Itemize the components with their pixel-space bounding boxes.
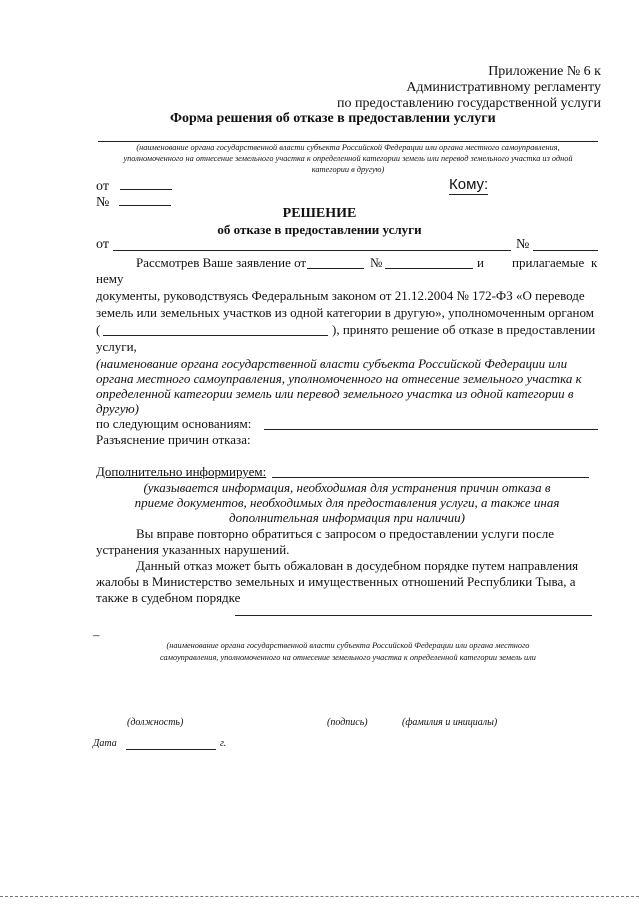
grounds-blank (264, 429, 598, 430)
footer-note-line2: самоуправления, уполномоченного на отнесение земельного участка к определенной категории земель или (160, 653, 536, 662)
recipient-label: Кому: (449, 176, 489, 193)
italic-note-line4: другую) (96, 401, 140, 416)
fullname-label: (фамилия и инициалы) (402, 717, 498, 728)
p1-attached: прилагаемые (512, 255, 585, 270)
additional-info-blank (272, 477, 589, 478)
number-label: № (96, 195, 110, 210)
regulation-label: Административному регламенту (406, 80, 601, 95)
date-blank (126, 749, 216, 750)
additional-note-line2: приеме документов, необходимых для предоставления услуги, а также иная (134, 495, 560, 510)
application-number-blank (385, 268, 473, 269)
authority-note-line2: уполномоченного на отнесение земельного участка к определенной категории земель или перевод земельного участка из одной (123, 154, 573, 163)
decision-from-label: от (96, 237, 109, 252)
decision-subtitle: об отказе в предоставлении услуги (217, 222, 422, 237)
date-label: Дата (93, 738, 117, 749)
p1-line4: земель или земельных участков из одной категории в другую», уполномоченным органом (96, 305, 594, 320)
p1-review-text: Рассмотрев Ваше заявление от (136, 255, 307, 270)
p3-line2: жалобы в Министерство земельных и имущественных отношений Республики Тыва, а (96, 574, 576, 589)
p2-line1: Вы вправе повторно обратиться с запросом о предоставлении услуги после (136, 526, 554, 541)
authority-name-blank (103, 335, 328, 336)
p1-to: к (591, 255, 598, 270)
p1-line3: документы, руководствуясь Федеральным законом от 21.12.2004 № 172-ФЗ «О переводе (96, 288, 585, 303)
application-date-blank (307, 268, 364, 269)
decision-number-label: № (516, 237, 530, 252)
additional-note-line3: дополнительная информация при наличии) (229, 510, 465, 525)
footer-authority-blank (235, 615, 592, 616)
footer-note-line1: (наименование органа государственной власти субъекта Российской Федерации или органа местного (166, 641, 530, 650)
from-date-blank (120, 177, 172, 190)
service-label: по предоставлению государственной услуги (337, 96, 601, 111)
from-label: от (96, 179, 109, 194)
authority-note-line3: категории в другую) (311, 165, 385, 174)
p1-line2: нему (96, 271, 124, 286)
footer-dash: – (93, 627, 100, 642)
italic-note-line2: органа местного самоуправления, уполномоченного на отнесение земельного участка к (96, 371, 582, 386)
authority-line (98, 141, 598, 142)
p1-line5-rest: ), принято решение об отказе в предоставлении (332, 322, 596, 337)
signature-label: (подпись) (327, 717, 368, 728)
decision-from-blank (113, 250, 511, 251)
position-label: (должность) (127, 717, 184, 728)
decision-title: РЕШЕНИЕ (282, 206, 357, 221)
p1-line6: услуги, (96, 339, 137, 354)
grounds-label: по следующим основаниям: (96, 416, 252, 431)
p1-number-label: № (370, 255, 383, 270)
authority-note-line1: (наименование органа государственной власти субъекта Российской Федерации или органа местного самоуправления, (136, 143, 560, 152)
scan-edge-line (0, 896, 639, 897)
italic-note-line1: (наименование органа государственной власти субъекта Российской Федерации или (96, 356, 568, 371)
number-blank (119, 193, 171, 206)
additional-note-line1: (указывается информация, необходимая для устранения причин отказа в (143, 480, 551, 495)
explanation-label: Разъяснение причин отказа: (96, 432, 251, 447)
appendix-label: Приложение № 6 к (488, 64, 601, 79)
p2-line2: устранения указанных нарушений. (96, 542, 290, 557)
additional-info-label: Дополнительно информируем: (96, 464, 267, 479)
italic-note-line3: определенной категории земель или перевод земельного участка из одной категории в (96, 386, 574, 401)
date-suffix: г. (220, 738, 227, 749)
p1-and: и (477, 255, 484, 270)
p3-line3: также в судебном порядке (96, 590, 241, 605)
form-title: Форма решения об отказе в предоставлении услуги (170, 111, 496, 126)
p3-line1: Данный отказ может быть обжалован в досудебном порядке путем направления (136, 558, 579, 573)
p1-line5-open: ( (96, 322, 101, 337)
decision-number-blank (533, 250, 598, 251)
